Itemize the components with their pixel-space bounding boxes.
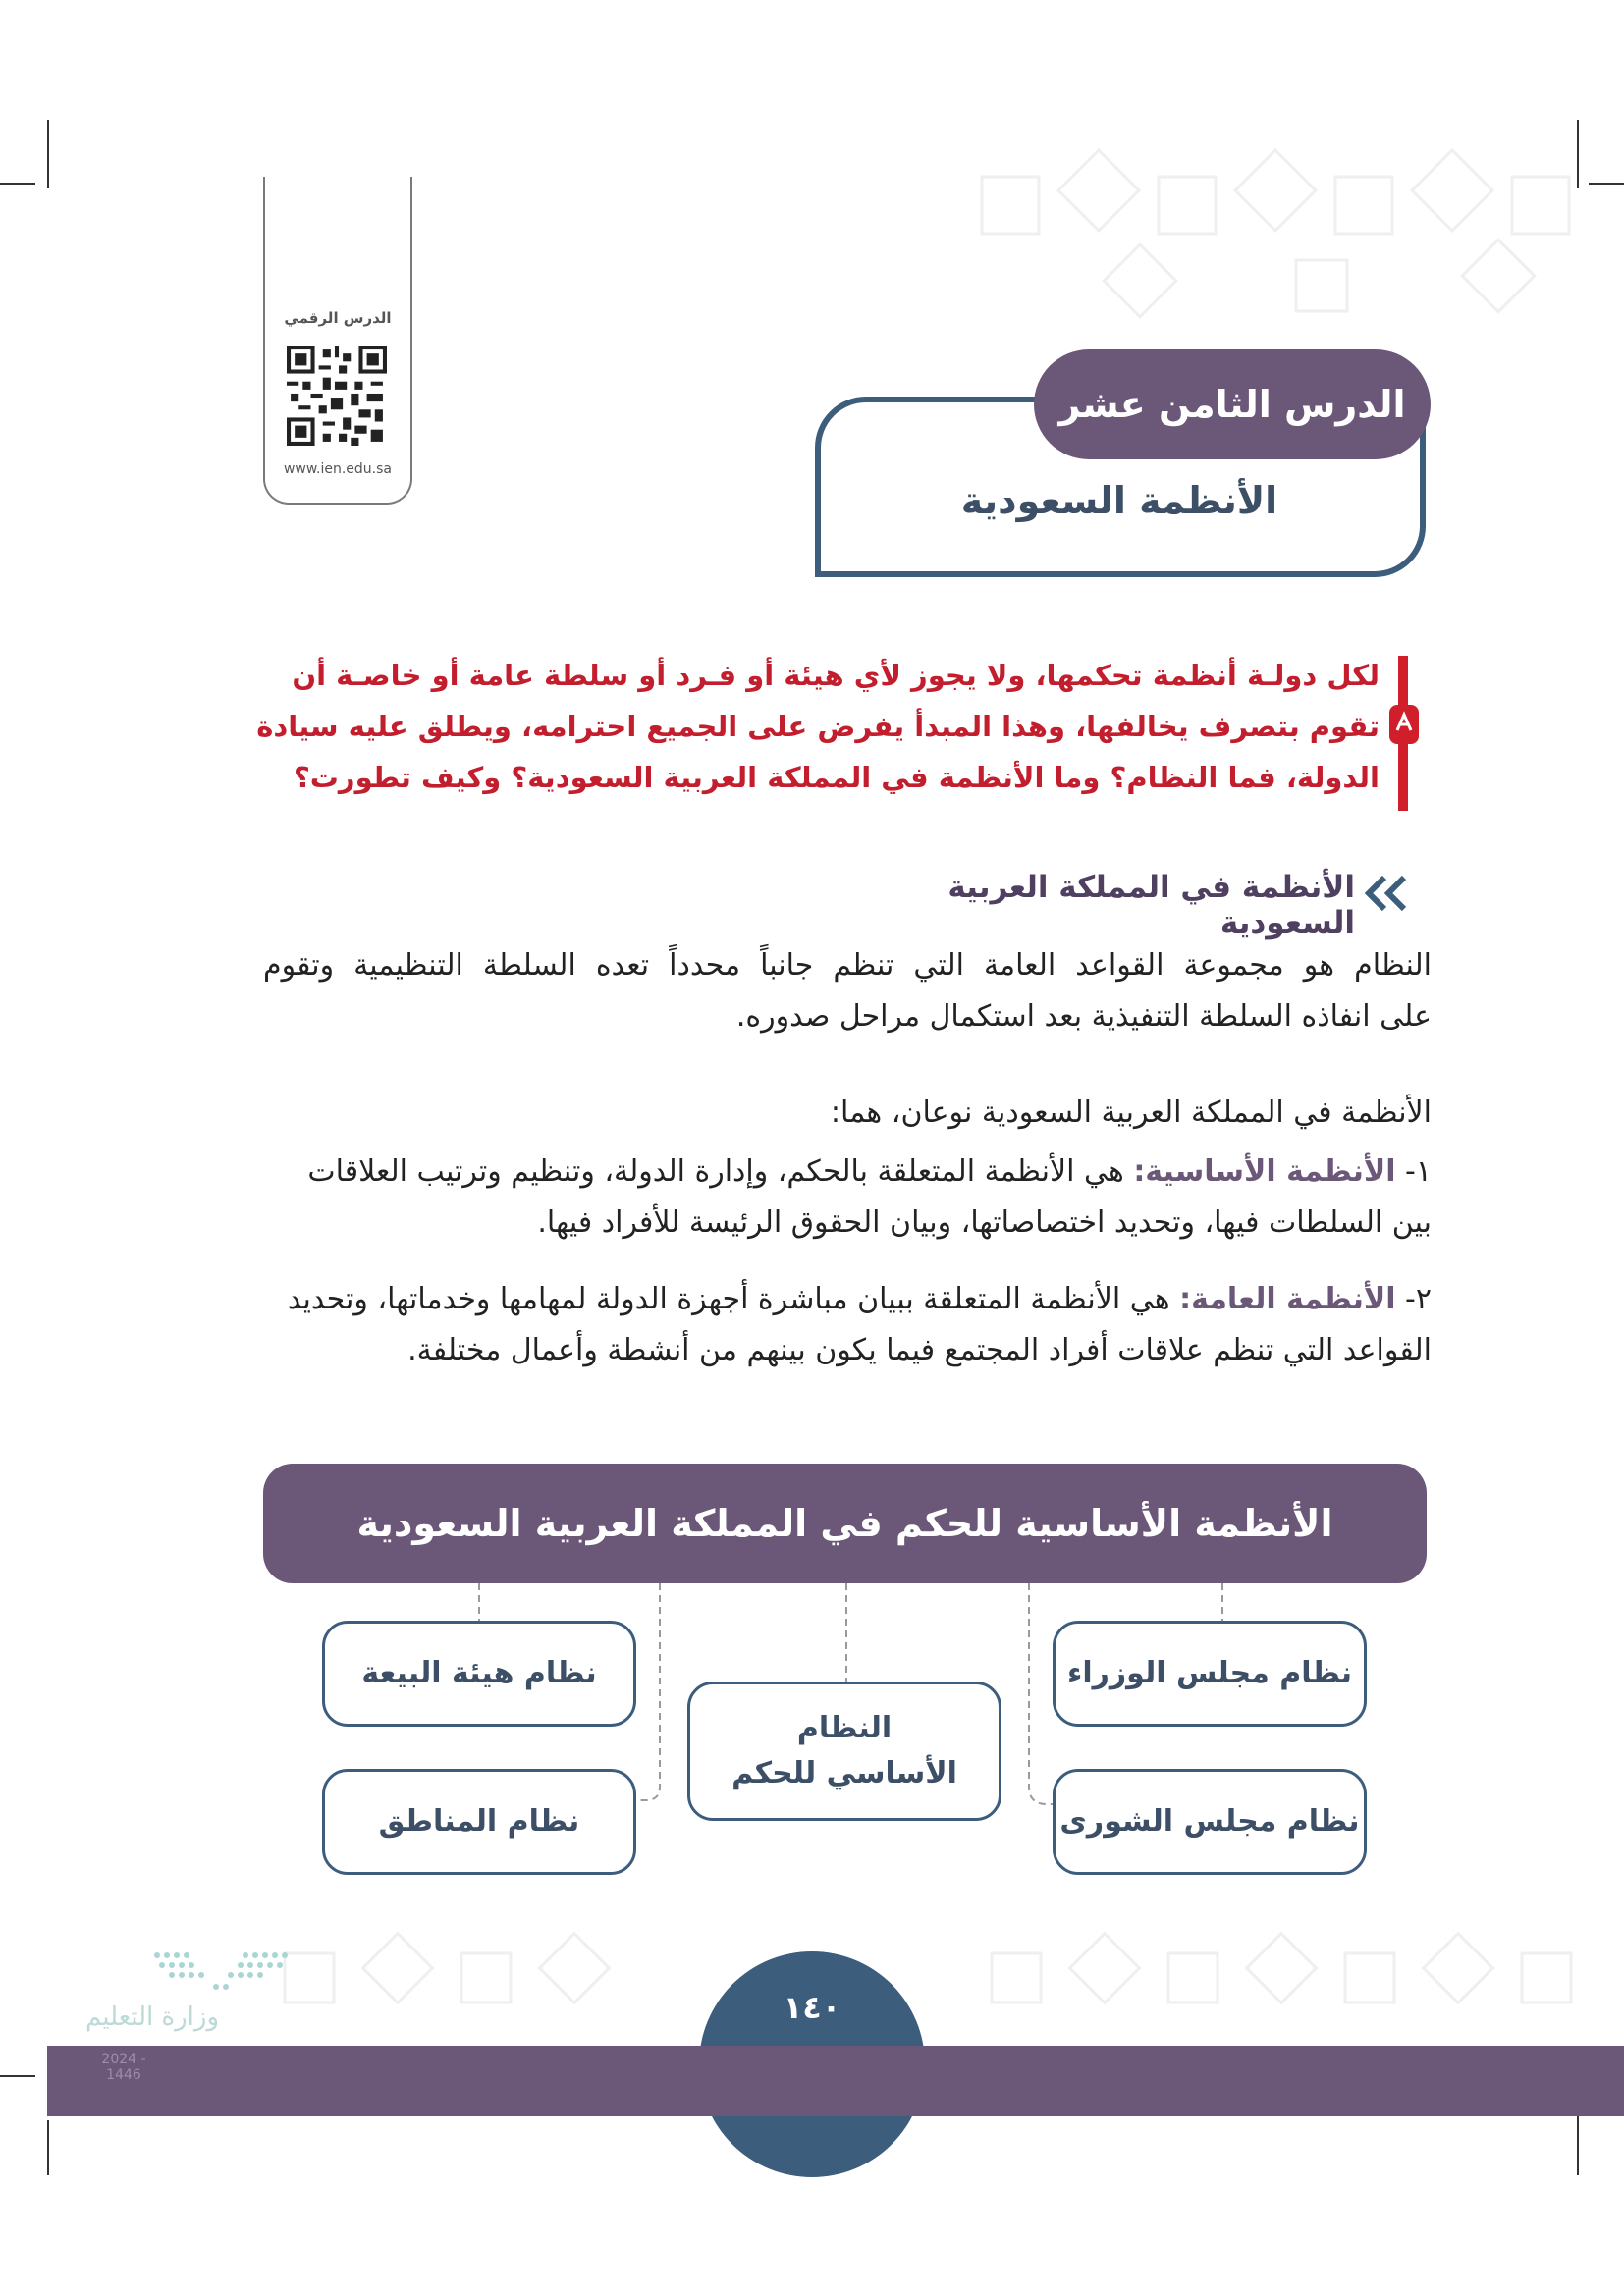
ministry-name: وزارة التعليم xyxy=(84,2002,220,2032)
ministry-logo-icon xyxy=(147,1946,295,2002)
node-basic-law: النظام الأساسي للحكم xyxy=(687,1682,1001,1821)
item-number: ١- xyxy=(1405,1154,1432,1189)
section-heading: الأنظمة في المملكة العربية السعودية xyxy=(947,870,1355,940)
lesson-number-badge: الدرس الثامن عشر xyxy=(1034,349,1431,459)
node-regions: نظام المناطق xyxy=(322,1769,636,1875)
footer-band xyxy=(47,2046,1624,2116)
ministry-year: 2024 - 1446 xyxy=(101,2052,146,2083)
node-allegiance: نظام هيئة البيعة xyxy=(322,1621,636,1727)
item-text: هي الأنظمة المتعلقة بالحكم، وإدارة الدولة، وتنظيم وترتيب العلاقات بين السلطات فيها، وتحديد اختصاصاتها، وبيان الحقوق الرئيسة للأفراد فيها. xyxy=(307,1154,1432,1240)
item-text: هي الأنظمة المتعلقة ببيان مباشرة أجهزة الدولة لمهامها وخدماتها، وتحديد القواعد التي تنظم علاقات أفراد المجتمع فيما يكون بينهم من أنشطة وأعمال مختلفة. xyxy=(287,1282,1432,1367)
lesson-title: الأنظمة السعودية xyxy=(960,479,1278,522)
definition-line: على انفاذه السلطة التنفيذية بعد استكمال مراحل صدوره. xyxy=(735,999,1432,1034)
item-term: الأنظمة الأساسية: xyxy=(1133,1154,1396,1189)
page-number: ١٤٠ xyxy=(783,1989,841,2026)
node-shura: نظام مجلس الشورى xyxy=(1053,1769,1367,1875)
diagram-title: الأنظمة الأساسية للحكم في المملكة العربية السعودية xyxy=(263,1464,1427,1583)
types-intro: الأنظمة في المملكة العربية السعودية نوعان، هما: xyxy=(830,1095,1432,1130)
digital-lesson-url[interactable]: www.ien.edu.sa xyxy=(283,461,393,477)
item-number: ٢- xyxy=(1405,1282,1432,1316)
digital-lesson-label: الدرس الرقمي xyxy=(284,309,392,327)
intro-paragraph: لكل دولـة أنظمة تحكمها، ولا يجوز لأي هيئة أو فـرد أو سلطة عامة أو خاصـة أن تقوم بتصرف يخالفها، وهذا المبدأ يفرض على الجميع احترامه، ويطلق عليه سيادة الدولة، فما النظام؟ وما الأنظمة في المملكة العربية السعودية؟ وكيف تطورت؟ xyxy=(256,659,1380,794)
item-term: الأنظمة العامة: xyxy=(1179,1282,1396,1316)
definition-line: النظام هو مجموعة القواعد العامة التي تنظم جانباً محدداً تعده السلطة التنظيمية وتقوم xyxy=(263,948,1432,983)
node-council-ministers: نظام مجلس الوزراء xyxy=(1053,1621,1367,1727)
